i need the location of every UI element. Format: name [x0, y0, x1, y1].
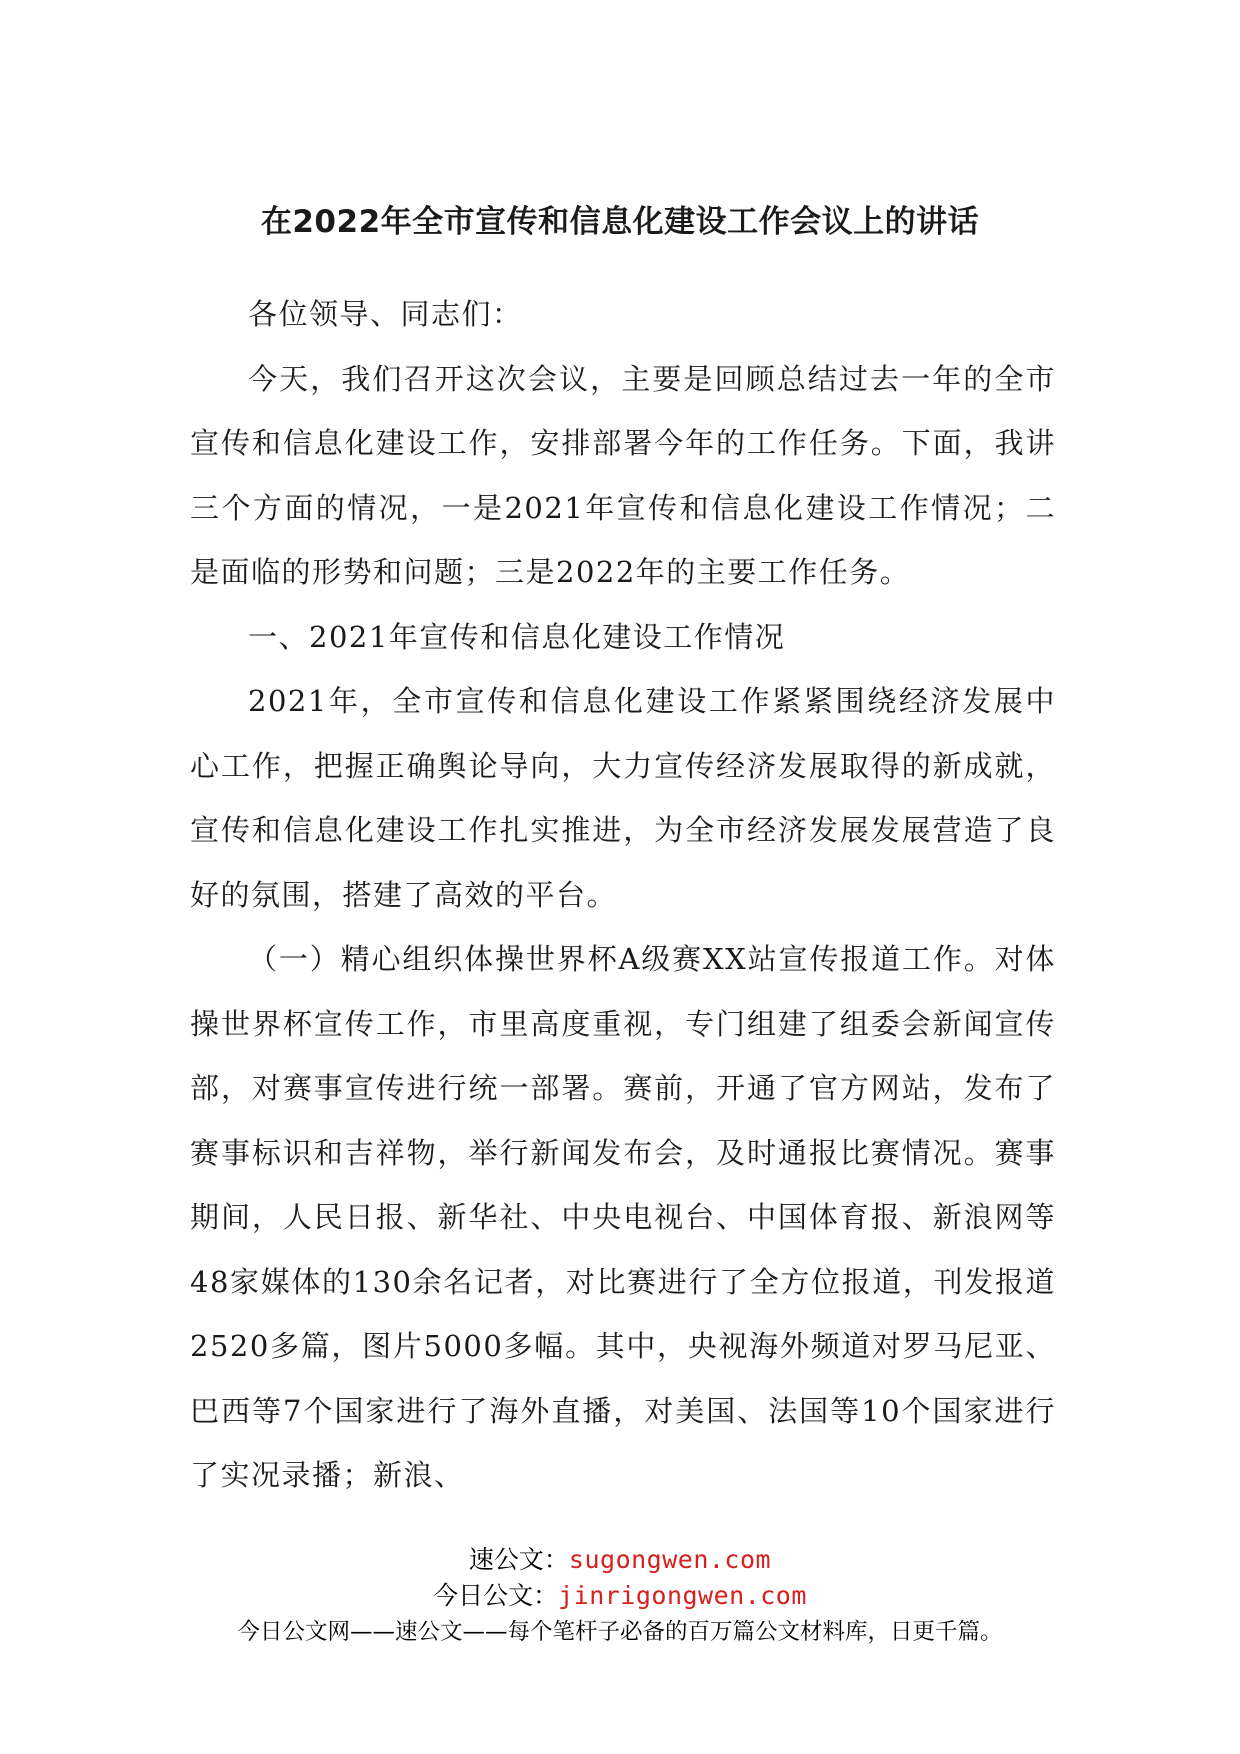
footer-sugongwen-label: 速公文： [468, 1545, 569, 1574]
document-body [190, 282, 1056, 1508]
footer-slogan: 今日公文网——速公文——每个笔杆子必备的百万篇公文材料库，日更千篇。 [237, 1619, 1003, 1645]
salutation-paragraph: 各位领导、同志们： [248, 297, 523, 331]
footer-sugongwen-line [0, 1542, 1240, 1578]
footer-sugongwen-link[interactable]: sugongwen.com [568, 1545, 772, 1574]
footer [0, 1542, 1240, 1650]
subsection-paragraph: （一）精心组织体操世界杯A级赛XX站宣传报道工作。对体操世界杯宣传工作，市里高度重视，专门组建了组委会新闻宣传部，对赛事宣传进行统一部署。赛前，开通了官方网站，发布了赛事标识和吉祥物，举行新闻发布会，及时通报比赛情况。赛事期间，人民日报、新华社、中央电视台、中国体育报、新浪网等48家媒体的130余名记者，对比赛进行了全方位报道，刊发报道2520多篇，图片5000多幅。其中，央视海外频道对罗马尼亚、巴西等7个国家进行了海外直播，对美国、法国等10个国家进行了实况录播；新浪、 [190, 942, 1056, 1492]
summary-paragraph: 2021年，全市宣传和信息化建设工作紧紧围绕经济发展中心工作，把握正确舆论导向，大力宣传经济发展取得的新成就，宣传和信息化建设工作扎实推进，为全市经济发展发展营造了良好的氛围，搭建了高效的平台。 [190, 684, 1056, 912]
footer-jinrigongwen-label: 今日公文： [433, 1581, 559, 1610]
section-heading: 一、2021年宣传和信息化建设工作情况 [248, 619, 786, 654]
intro-paragraph: 今天，我们召开这次会议，主要是回顾总结过去一年的全市宣传和信息化建设工作，安排部署今年的工作任务。下面，我讲三个方面的情况，一是2021年宣传和信息化建设工作情况；二是面临的形势和问题；三是2022年的主要工作任务。 [190, 361, 1056, 589]
footer-jinrigongwen-line [0, 1578, 1240, 1614]
footer-jinrigongwen-link[interactable]: jinrigongwen.com [558, 1581, 807, 1610]
document-title: 在2022年全市宣传和信息化建设工作会议上的讲话 [260, 204, 980, 240]
